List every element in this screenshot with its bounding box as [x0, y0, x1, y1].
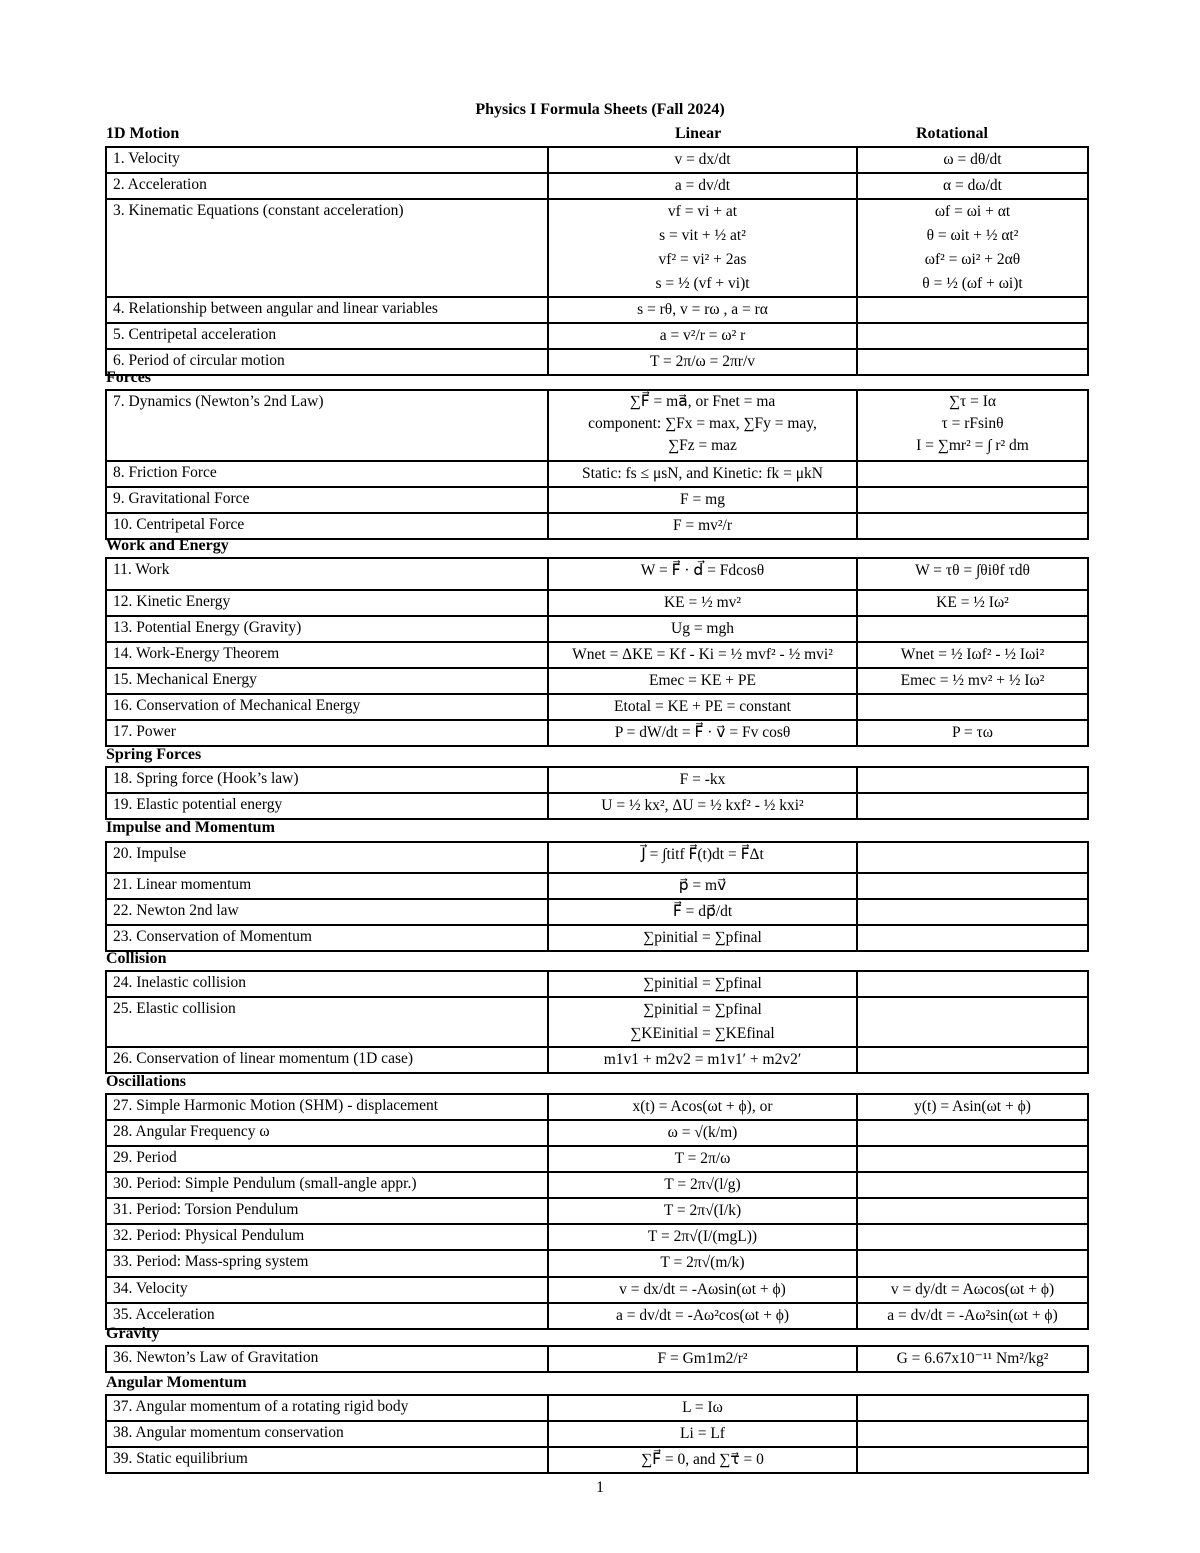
rotational-formula: v = dy/dt = Aωcos(ωt + ϕ): [890, 1281, 1055, 1298]
rotational-formula: τ = rFsinθ: [941, 415, 1004, 432]
linear-formula-cell: [548, 997, 857, 1047]
rotational-formula: θ = ½ (ωf + ωi)t: [922, 275, 1023, 292]
table-row: [106, 842, 1088, 873]
table-row: [106, 1094, 1088, 1120]
table-row: [106, 642, 1088, 668]
table-row: [106, 971, 1088, 997]
section-heading: Work and Energy: [106, 537, 229, 554]
rotational-formula-cell: [857, 1172, 1088, 1198]
formula-table: [105, 970, 1089, 1074]
linear-formula: ∑F⃗ = 0, and ∑τ⃗ = 0: [641, 1451, 764, 1468]
rotational-formula-cell: [857, 1094, 1088, 1120]
formula-table: [105, 1345, 1089, 1373]
rotational-formula-cell: [857, 390, 1088, 461]
formula-table: [105, 1093, 1089, 1330]
section-heading: Collision: [106, 950, 167, 967]
rotational-formula-cell: [857, 199, 1088, 297]
linear-formula-cell: [548, 199, 857, 297]
rotational-formula: W = τθ = ∫θiθf τdθ: [915, 562, 1030, 579]
linear-formula-cell: [548, 1303, 857, 1329]
rotational-formula-cell: [857, 590, 1088, 616]
linear-formula: v = dx/dt: [674, 151, 731, 168]
section-heading: Oscillations: [106, 1073, 187, 1090]
rotational-formula-cell: [857, 997, 1088, 1047]
rotational-formula: P = τω: [952, 724, 993, 741]
table-row: [106, 1146, 1088, 1172]
linear-formula: T = 2π/ω: [674, 1150, 731, 1167]
linear-formula: ∑KEinitial = ∑KEfinal: [630, 1025, 775, 1042]
linear-formula: Wnet = ΔKE = Kf - Ki = ½ mvf² - ½ mvi²: [572, 646, 833, 663]
formula-label: 23. Conservation of Momentum: [106, 925, 548, 951]
table-row: [106, 997, 1088, 1047]
table-row: [106, 1447, 1088, 1473]
linear-formula: F = mv²/r: [672, 517, 733, 534]
linear-formula-cell: [548, 767, 857, 793]
rotational-formula: Emec = ½ mv² + ½ Iω²: [900, 672, 1045, 689]
formula-label: 39. Static equilibrium: [106, 1447, 548, 1473]
formula-label: 26. Conservation of linear momentum (1D case): [106, 1047, 548, 1073]
table-row: [106, 873, 1088, 899]
rotational-formula: a = dv/dt = -Aω²sin(ωt + ϕ): [887, 1307, 1058, 1324]
formula-label: 14. Work-Energy Theorem: [106, 642, 548, 668]
formula-label: 5. Centripetal acceleration: [106, 323, 548, 349]
table-row: [106, 1120, 1088, 1146]
linear-formula-cell: [548, 461, 857, 487]
table-row: [106, 173, 1088, 199]
rotational-formula: KE = ½ Iω²: [936, 594, 1009, 611]
formula-label: 13. Potential Energy (Gravity): [106, 616, 548, 642]
linear-formula-cell: [548, 899, 857, 925]
linear-formula: F = mg: [680, 491, 725, 508]
linear-formula: W = F⃗ · d⃗ = Fdcosθ: [640, 562, 765, 579]
formula-table: [105, 557, 1089, 747]
formula-label: 31. Period: Torsion Pendulum: [106, 1198, 548, 1224]
formula-label: 32. Period: Physical Pendulum: [106, 1224, 548, 1250]
formula-label: 10. Centripetal Force: [106, 513, 548, 539]
linear-formula-cell: [548, 1094, 857, 1120]
linear-formula-cell: [548, 147, 857, 173]
formula-table: [105, 841, 1089, 952]
linear-formula-cell: [548, 558, 857, 590]
rotational-formula-cell: [857, 668, 1088, 694]
rotational-formula-cell: [857, 616, 1088, 642]
rotational-formula-cell: [857, 899, 1088, 925]
rotational-formula-cell: [857, 461, 1088, 487]
formula-label: 6. Period of circular motion: [106, 349, 548, 375]
linear-formula: T = 2π√(I/(mgL)): [647, 1228, 758, 1245]
linear-formula-cell: [548, 1250, 857, 1277]
formula-label: 27. Simple Harmonic Motion (SHM) - displacement: [106, 1094, 548, 1120]
rotational-formula-cell: [857, 487, 1088, 513]
linear-formula: s = ½ (vf + vi)t: [655, 275, 750, 292]
rotational-formula: ωf² = ωi² + 2αθ: [924, 251, 1021, 268]
rotational-formula-cell: [857, 642, 1088, 668]
linear-formula-cell: [548, 720, 857, 746]
table-row: [106, 199, 1088, 297]
rotational-formula: α = dω/dt: [943, 177, 1002, 194]
formula-label: 33. Period: Mass-spring system: [106, 1250, 548, 1277]
table-row: [106, 297, 1088, 323]
column-header-linear: Linear: [675, 125, 722, 142]
linear-formula-cell: [548, 793, 857, 819]
table-row: [106, 1250, 1088, 1277]
linear-formula-cell: [548, 487, 857, 513]
linear-formula: component: ∑Fx = max, ∑Fy = may,: [588, 415, 817, 432]
section-heading: Impulse and Momentum: [106, 819, 275, 836]
table-row: [106, 720, 1088, 746]
rotational-formula-cell: [857, 842, 1088, 873]
rotational-formula: ω = dθ/dt: [943, 151, 1002, 168]
linear-formula: P = dW/dt = F⃗ · v⃗ = Fv cosθ: [614, 724, 791, 741]
rotational-formula-cell: [857, 694, 1088, 720]
linear-formula-cell: [548, 1198, 857, 1224]
formula-label: 25. Elastic collision: [106, 997, 548, 1047]
rotational-formula-cell: [857, 1146, 1088, 1172]
linear-formula: ∑F⃗ = ma⃗, or Fnet = ma: [629, 393, 776, 410]
formula-label: 19. Elastic potential energy: [106, 793, 548, 819]
linear-formula-cell: [548, 668, 857, 694]
linear-formula: J⃗ = ∫titf F⃗(t)dt = F⃗Δt: [641, 846, 764, 863]
formula-label: 11. Work: [106, 558, 548, 590]
formula-label: 30. Period: Simple Pendulum (small-angle appr.): [106, 1172, 548, 1198]
table-row: [106, 1198, 1088, 1224]
rotational-formula-cell: [857, 1395, 1088, 1421]
rotational-formula: G = 6.67x10⁻¹¹ Nm²/kg²: [896, 1350, 1049, 1367]
formula-label: 22. Newton 2nd law: [106, 899, 548, 925]
table-row: [106, 899, 1088, 925]
linear-formula: L = Iω: [682, 1399, 723, 1416]
table-row: [106, 668, 1088, 694]
table-row: [106, 1277, 1088, 1303]
linear-formula-cell: [548, 1047, 857, 1073]
linear-formula-cell: [548, 297, 857, 323]
formula-table: [105, 146, 1089, 376]
linear-formula: s = rθ, v = rω , a = rα: [637, 301, 768, 318]
rotational-formula: y(t) = Asin(ωt + ϕ): [914, 1098, 1031, 1115]
linear-formula-cell: [548, 1421, 857, 1447]
linear-formula: T = 2π√(l/g): [664, 1176, 741, 1193]
table-row: [106, 925, 1088, 951]
linear-formula-cell: [548, 1120, 857, 1146]
linear-formula-cell: [548, 173, 857, 199]
linear-formula-cell: [548, 323, 857, 349]
linear-formula: v = dx/dt = -Aωsin(ωt + ϕ): [619, 1281, 786, 1298]
linear-formula: ∑Fz = maz: [668, 437, 737, 454]
formula-label: 2. Acceleration: [106, 173, 548, 199]
formula-label: 34. Velocity: [106, 1277, 548, 1303]
column-header-rotational: Rotational: [916, 125, 988, 142]
formula-table: [105, 1394, 1089, 1474]
table-row: [106, 1047, 1088, 1073]
formula-label: 37. Angular momentum of a rotating rigid body: [106, 1395, 548, 1421]
formula-table: [105, 766, 1089, 820]
linear-formula-cell: [548, 513, 857, 539]
linear-formula: a = v²/r = ω² r: [659, 327, 746, 344]
rotational-formula-cell: [857, 971, 1088, 997]
linear-formula: Etotal = KE + PE = constant: [614, 698, 791, 715]
linear-formula-cell: [548, 1146, 857, 1172]
linear-formula: x(t) = Acos(ωt + ϕ), or: [632, 1098, 773, 1115]
linear-formula-cell: [548, 873, 857, 899]
table-row: [106, 323, 1088, 349]
rotational-formula: I = ∑mr² = ∫ r² dm: [916, 437, 1029, 454]
linear-formula: vf² = vi² + 2as: [658, 251, 747, 268]
section-heading: Spring Forces: [106, 746, 202, 763]
linear-formula-cell: [548, 1224, 857, 1250]
formula-table: [105, 389, 1089, 540]
rotational-formula-cell: [857, 513, 1088, 539]
rotational-formula-cell: [857, 323, 1088, 349]
formula-label: 16. Conservation of Mechanical Energy: [106, 694, 548, 720]
linear-formula: ω = √(k/m): [667, 1124, 738, 1141]
formula-label: 38. Angular momentum conservation: [106, 1421, 548, 1447]
rotational-formula-cell: [857, 297, 1088, 323]
linear-formula: T = 2π√(I/k): [663, 1202, 742, 1219]
table-row: [106, 1172, 1088, 1198]
rotational-formula-cell: [857, 1120, 1088, 1146]
table-row: [106, 1303, 1088, 1329]
table-row: [106, 558, 1088, 590]
rotational-formula-cell: [857, 1198, 1088, 1224]
rotational-formula-cell: [857, 1277, 1088, 1303]
linear-formula: T = 2π/ω = 2πr/v: [649, 353, 756, 370]
linear-formula: ∑pinitial = ∑pfinal: [643, 975, 762, 992]
linear-formula: ∑pinitial = ∑pfinal: [643, 929, 762, 946]
formula-label: 8. Friction Force: [106, 461, 548, 487]
rotational-formula-cell: [857, 925, 1088, 951]
linear-formula: p⃗ = mv⃗: [678, 877, 727, 894]
linear-formula-cell: [548, 1277, 857, 1303]
page-title: Physics I Formula Sheets (Fall 2024): [475, 101, 725, 118]
linear-formula-cell: [548, 349, 857, 375]
linear-formula: F = Gm1m2/r²: [657, 1350, 748, 1367]
formula-label: 9. Gravitational Force: [106, 487, 548, 513]
section-heading: Gravity: [106, 1325, 160, 1342]
rotational-formula-cell: [857, 1346, 1088, 1372]
linear-formula: Emec = KE + PE: [648, 672, 757, 689]
rotational-formula-cell: [857, 1047, 1088, 1073]
linear-formula: vf = vi + at: [667, 203, 738, 220]
table-row: [106, 390, 1088, 461]
page-number: 1: [596, 1479, 604, 1496]
column-header-topic: 1D Motion: [106, 125, 180, 142]
formula-label: 36. Newton’s Law of Gravitation: [106, 1346, 548, 1372]
linear-formula: ∑pinitial = ∑pfinal: [643, 1001, 762, 1018]
linear-formula: s = vit + ½ at²: [659, 227, 746, 244]
rotational-formula-cell: [857, 873, 1088, 899]
table-row: [106, 349, 1088, 375]
linear-formula-cell: [548, 1447, 857, 1473]
rotational-formula-cell: [857, 793, 1088, 819]
linear-formula-cell: [548, 925, 857, 951]
formula-label: 15. Mechanical Energy: [106, 668, 548, 694]
table-row: [106, 1346, 1088, 1372]
linear-formula: Li = Lf: [680, 1425, 725, 1442]
table-row: [106, 1395, 1088, 1421]
linear-formula-cell: [548, 1346, 857, 1372]
table-row: [106, 487, 1088, 513]
rotational-formula-cell: [857, 173, 1088, 199]
section-heading: Angular Momentum: [106, 1374, 247, 1391]
linear-formula: KE = ½ mv²: [663, 594, 742, 611]
linear-formula: a = dv/dt = -Aω²cos(ωt + ϕ): [615, 1307, 790, 1324]
formula-label: 7. Dynamics (Newton’s 2nd Law): [106, 390, 548, 461]
table-row: [106, 513, 1088, 539]
formula-label: 20. Impulse: [106, 842, 548, 873]
formula-label: 12. Kinetic Energy: [106, 590, 548, 616]
formula-label: 17. Power: [106, 720, 548, 746]
formula-label: 4. Relationship between angular and linear variables: [106, 297, 548, 323]
formula-label: 24. Inelastic collision: [106, 971, 548, 997]
linear-formula-cell: [548, 1172, 857, 1198]
formula-label: 35. Acceleration: [106, 1303, 548, 1329]
formula-label: 21. Linear momentum: [106, 873, 548, 899]
table-row: [106, 461, 1088, 487]
linear-formula: T = 2π√(m/k): [660, 1254, 745, 1271]
rotational-formula-cell: [857, 1447, 1088, 1473]
linear-formula: F = -kx: [679, 771, 726, 788]
rotational-formula: θ = ωit + ½ αt²: [926, 227, 1019, 244]
rotational-formula-cell: [857, 720, 1088, 746]
rotational-formula-cell: [857, 147, 1088, 173]
linear-formula-cell: [548, 616, 857, 642]
linear-formula: a = dv/dt: [674, 177, 731, 194]
rotational-formula: ωf = ωi + αt: [934, 203, 1011, 220]
linear-formula-cell: [548, 971, 857, 997]
linear-formula-cell: [548, 1395, 857, 1421]
linear-formula: U = ½ kx², ΔU = ½ kxf² - ½ kxi²: [601, 797, 804, 814]
linear-formula: Ug = mgh: [671, 620, 734, 637]
rotational-formula: Wnet = ½ Iωf² - ½ Iωi²: [900, 646, 1045, 663]
table-row: [106, 1224, 1088, 1250]
table-row: [106, 793, 1088, 819]
table-row: [106, 1421, 1088, 1447]
linear-formula-cell: [548, 842, 857, 873]
linear-formula: m1v1 + m2v2 = m1v1′ + m2v2′: [603, 1051, 802, 1068]
rotational-formula-cell: [857, 558, 1088, 590]
formula-label: 1. Velocity: [106, 147, 548, 173]
rotational-formula-cell: [857, 349, 1088, 375]
table-row: [106, 767, 1088, 793]
linear-formula-cell: [548, 590, 857, 616]
formula-label: 29. Period: [106, 1146, 548, 1172]
formula-label: 3. Kinematic Equations (constant acceleration): [106, 199, 548, 297]
table-row: [106, 694, 1088, 720]
table-row: [106, 590, 1088, 616]
formula-label: 18. Spring force (Hook’s law): [106, 767, 548, 793]
rotational-formula-cell: [857, 767, 1088, 793]
rotational-formula-cell: [857, 1250, 1088, 1277]
linear-formula: Static: fs ≤ μsN, and Kinetic: fk = μkN: [582, 465, 823, 482]
table-row: [106, 616, 1088, 642]
formula-label: 28. Angular Frequency ω: [106, 1120, 548, 1146]
linear-formula-cell: [548, 390, 857, 461]
table-row: [106, 147, 1088, 173]
section-heading: Forces: [106, 369, 152, 386]
rotational-formula-cell: [857, 1421, 1088, 1447]
linear-formula-cell: [548, 694, 857, 720]
rotational-formula-cell: [857, 1303, 1088, 1329]
linear-formula-cell: [548, 642, 857, 668]
rotational-formula: ∑τ = Iα: [948, 393, 997, 410]
linear-formula: F⃗ = dp⃗/dt: [672, 903, 733, 920]
rotational-formula-cell: [857, 1224, 1088, 1250]
